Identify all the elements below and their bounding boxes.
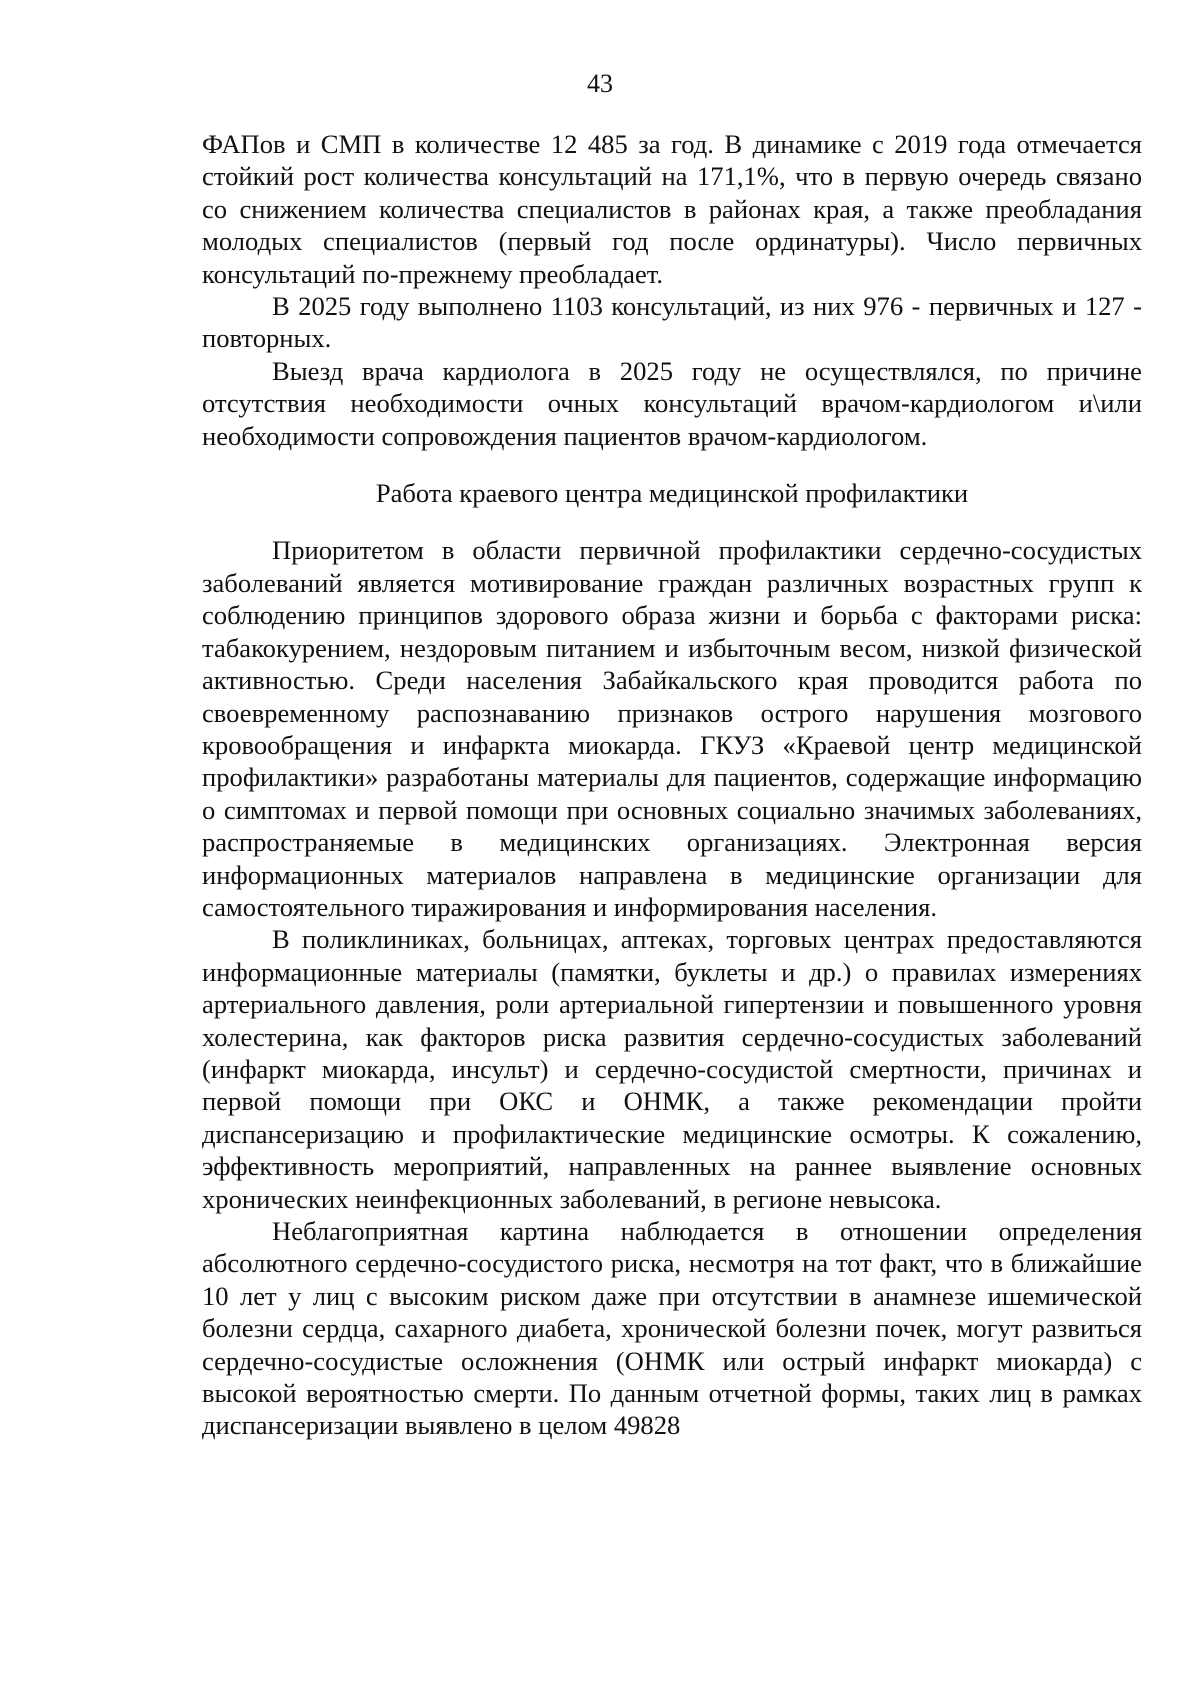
page-body xyxy=(202,128,1142,1442)
paragraph-cardiovascular-risk: Неблагоприятная картина наблюдается в отношении определения абсолютного сердечно-сосудистого риска, несмотря на тот факт, что в ближайшие 10 лет у лиц с высоким риском даже при отсутствии в анамнезе ишемической болезни сердца, сахарного диабета, хронической болезни почек, могут развиться сердечно-сосудистые осложнения (ОНМК или острый инфаркт миокарда) с высокой вероятностью смерти. По данным отчетной формы, таких лиц в рамках диспансеризации выявлено в целом 49828 xyxy=(202,1216,1142,1441)
page-number: 43 xyxy=(587,69,613,98)
paragraph-information-materials: В поликлиниках, больницах, аптеках, торговых центрах предоставляются информационные материалы (памятки, буклеты и др.) о правилах измерениях артериального давления, роли артериальной гипертензии и повышенного уровня холестерина, как факторов риска развития сердечно-сосудистых заболеваний (инфаркт миокарда, инсульт) и сердечно-сосудистой смертности, причинах и первой помощи при ОКС и ОНМК, а также рекомендации пройти диспансеризацию и профилактические медицинские осмотры. К сожалению, эффективность мероприятий, направленных на раннее выявление основных хронических неинфекционных заболеваний, в регионе невысока. xyxy=(202,924,1142,1214)
paragraph-cardiologist-visit: Выезд врача кардиолога в 2025 году не осуществлялся, по причине отсутствия необходимости очных консультаций врачом-кардиологом и\или необходимости сопровождения пациентов врачом-кардиологом. xyxy=(202,355,1142,451)
section-heading: Работа краевого центра медицинской профилактики xyxy=(375,478,969,509)
paragraph-prevention-priority: Приоритетом в области первичной профилактики сердечно-сосудистых заболеваний является мотивирование граждан различных возрастных групп к соблюдению принципов здорового образа жизни и борьба с факторами риска: табакокурением, нездоровым питанием и избыточным весом, низкой физической активностью. Среди населения Забайкальского края проводится работа по своевременному распознаванию признаков острого нарушения мозгового кровообращения и инфаркта миокарда. ГКУЗ «Краевой центр медицинской профилактики» разработаны материалы для пациентов, содержащие информацию о симптомах и первой помощи при основных социально значимых заболеваниях, распространяемые в медицинских организациях. Электронная версия информационных материалов направлена в медицинские организации для самостоятельного тиражирования и информирования населения. xyxy=(202,535,1142,922)
paragraph-consultations-2025: В 2025 году выполнено 1103 консультаций, из них 976 - первичных и 127 - повторных. xyxy=(202,291,1142,354)
paragraph-continued: ФАПов и СМП в количестве 12 485 за год. В динамике с 2019 года отмечается стойкий рост количества консультаций на 171,1%, что в первую очередь связано со снижением количества специалистов в районах края, а также преобладания молодых специалистов (первый год после ординатуры). Число первичных консультаций по-прежнему преобладает. xyxy=(202,129,1142,289)
